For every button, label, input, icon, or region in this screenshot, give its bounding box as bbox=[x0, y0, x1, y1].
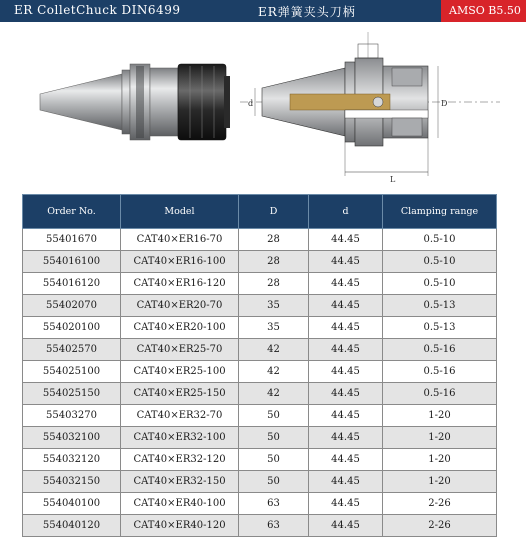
order-no-cell: 55402570 bbox=[23, 339, 121, 361]
title-english: ER ColletChuck DIN6499 bbox=[14, 3, 181, 17]
order-no-cell: 554032150 bbox=[23, 471, 121, 493]
clamping-range-cell: 1-20 bbox=[383, 449, 497, 471]
dim-label-d: d bbox=[248, 99, 254, 108]
order-no-cell: 554032120 bbox=[23, 449, 121, 471]
model-cell: CAT40×ER40-100 bbox=[121, 493, 239, 515]
product-figure bbox=[0, 22, 526, 192]
d-cell: 44.45 bbox=[309, 273, 383, 295]
order-no-cell: 554040100 bbox=[23, 493, 121, 515]
order-no-cell: 554040120 bbox=[23, 515, 121, 537]
table-row bbox=[23, 339, 497, 361]
table-row bbox=[23, 273, 497, 295]
table-row bbox=[23, 295, 497, 317]
col-header-model: Model bbox=[121, 195, 239, 229]
model-cell: CAT40×ER32-150 bbox=[121, 471, 239, 493]
D-cell: 42 bbox=[239, 383, 309, 405]
model-cell: CAT40×ER25-100 bbox=[121, 361, 239, 383]
header-bar bbox=[0, 0, 526, 22]
model-cell: CAT40×ER32-120 bbox=[121, 449, 239, 471]
d-cell: 44.45 bbox=[309, 251, 383, 273]
D-cell: 35 bbox=[239, 317, 309, 339]
clamping-range-cell: 1-20 bbox=[383, 405, 497, 427]
order-no-cell: 554020100 bbox=[23, 317, 121, 339]
table-row bbox=[23, 317, 497, 339]
d-cell: 44.45 bbox=[309, 383, 383, 405]
table-body bbox=[23, 229, 497, 537]
clamping-range-cell: 2-26 bbox=[383, 515, 497, 537]
D-cell: 50 bbox=[239, 405, 309, 427]
clamping-range-cell: 0.5-16 bbox=[383, 361, 497, 383]
d-cell: 44.45 bbox=[309, 449, 383, 471]
col-header-order-no: Order No. bbox=[23, 195, 121, 229]
table-row bbox=[23, 251, 497, 273]
order-no-cell: 55401670 bbox=[23, 229, 121, 251]
dim-label-L: L bbox=[390, 175, 396, 184]
clamping-range-cell: 0.5-10 bbox=[383, 251, 497, 273]
table-row bbox=[23, 493, 497, 515]
order-no-cell: 554025100 bbox=[23, 361, 121, 383]
model-cell: CAT40×ER32-70 bbox=[121, 405, 239, 427]
table-row bbox=[23, 405, 497, 427]
order-no-cell: 554016100 bbox=[23, 251, 121, 273]
clamping-range-cell: 0.5-10 bbox=[383, 273, 497, 295]
d-cell: 44.45 bbox=[309, 405, 383, 427]
D-cell: 63 bbox=[239, 493, 309, 515]
col-header-D: D bbox=[239, 195, 309, 229]
d-cell: 44.45 bbox=[309, 471, 383, 493]
catalog-code-panel bbox=[441, 0, 526, 22]
product-illustration bbox=[0, 22, 526, 192]
model-cell: CAT40×ER16-100 bbox=[121, 251, 239, 273]
table-header-row bbox=[23, 195, 497, 229]
d-cell: 44.45 bbox=[309, 317, 383, 339]
cross-section-drawing bbox=[240, 32, 500, 184]
title-chinese: ER弹簧夹头刀柄 bbox=[258, 5, 356, 19]
D-cell: 50 bbox=[239, 449, 309, 471]
d-cell: 44.45 bbox=[309, 295, 383, 317]
clamping-range-cell: 0.5-16 bbox=[383, 383, 497, 405]
d-cell: 44.45 bbox=[309, 493, 383, 515]
tool-holder-photo bbox=[40, 64, 230, 140]
model-cell: CAT40×ER32-100 bbox=[121, 427, 239, 449]
D-cell: 42 bbox=[239, 339, 309, 361]
catalog-code: AMSO B5.50 bbox=[449, 4, 521, 17]
D-cell: 63 bbox=[239, 515, 309, 537]
d-cell: 44.45 bbox=[309, 361, 383, 383]
model-cell: CAT40×ER25-150 bbox=[121, 383, 239, 405]
clamping-range-cell: 0.5-16 bbox=[383, 339, 497, 361]
table-row bbox=[23, 471, 497, 493]
D-cell: 42 bbox=[239, 361, 309, 383]
model-cell: CAT40×ER25-70 bbox=[121, 339, 239, 361]
order-no-cell: 554032100 bbox=[23, 427, 121, 449]
order-no-cell: 554016120 bbox=[23, 273, 121, 295]
table-row bbox=[23, 229, 497, 251]
D-cell: 50 bbox=[239, 427, 309, 449]
order-no-cell: 554025150 bbox=[23, 383, 121, 405]
spec-table bbox=[22, 194, 497, 537]
table-row bbox=[23, 383, 497, 405]
model-cell: CAT40×ER16-70 bbox=[121, 229, 239, 251]
model-cell: CAT40×ER40-120 bbox=[121, 515, 239, 537]
clamping-range-cell: 1-20 bbox=[383, 427, 497, 449]
model-cell: CAT40×ER20-100 bbox=[121, 317, 239, 339]
spec-table-container bbox=[22, 194, 496, 542]
model-cell: CAT40×ER16-120 bbox=[121, 273, 239, 295]
dim-label-D: D bbox=[441, 99, 448, 108]
d-cell: 44.45 bbox=[309, 339, 383, 361]
order-no-cell: 55403270 bbox=[23, 405, 121, 427]
D-cell: 28 bbox=[239, 251, 309, 273]
table-row bbox=[23, 449, 497, 471]
D-cell: 50 bbox=[239, 471, 309, 493]
header-title-panel bbox=[0, 0, 441, 22]
D-cell: 35 bbox=[239, 295, 309, 317]
table-row bbox=[23, 361, 497, 383]
table-row bbox=[23, 427, 497, 449]
col-header-d: d bbox=[309, 195, 383, 229]
clamping-range-cell: 0.5-13 bbox=[383, 295, 497, 317]
clamping-range-cell: 0.5-10 bbox=[383, 229, 497, 251]
d-cell: 44.45 bbox=[309, 515, 383, 537]
clamping-range-cell: 0.5-13 bbox=[383, 317, 497, 339]
col-header-clamping-range: Clamping range bbox=[383, 195, 497, 229]
clamping-range-cell: 1-20 bbox=[383, 471, 497, 493]
model-cell: CAT40×ER20-70 bbox=[121, 295, 239, 317]
table-row bbox=[23, 515, 497, 537]
D-cell: 28 bbox=[239, 229, 309, 251]
D-cell: 28 bbox=[239, 273, 309, 295]
order-no-cell: 55402070 bbox=[23, 295, 121, 317]
d-cell: 44.45 bbox=[309, 229, 383, 251]
clamping-range-cell: 2-26 bbox=[383, 493, 497, 515]
d-cell: 44.45 bbox=[309, 427, 383, 449]
